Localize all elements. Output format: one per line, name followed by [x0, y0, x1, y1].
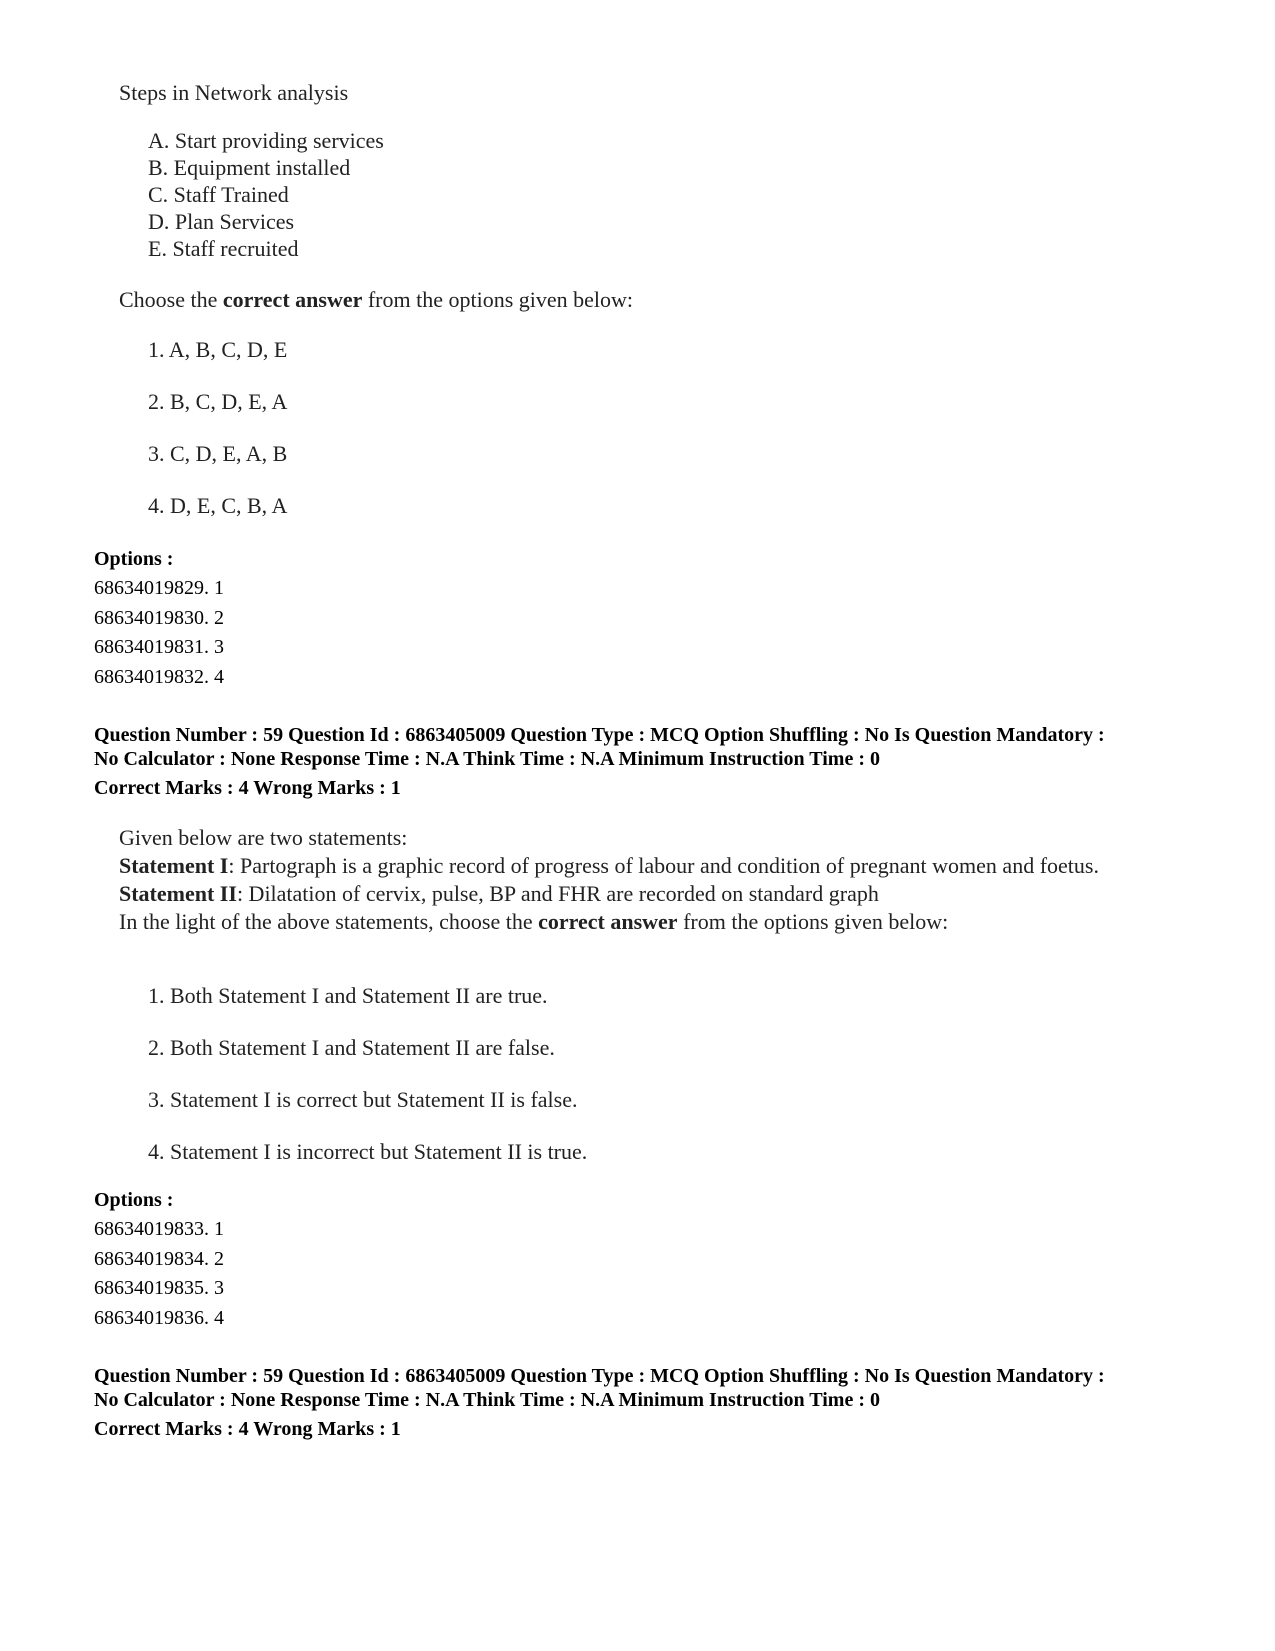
q1-options-label: Options : — [94, 548, 174, 570]
q2-choose-suffix: from the options given below: — [677, 909, 949, 934]
q2-meta-line1: Question Number : 59 Question Id : 6863405009 Question Type : MCQ Option Shuffling : No Is Question Mandatory : — [94, 724, 1105, 746]
option-code: 68634019835. 3 — [94, 1277, 224, 1299]
option-code: 68634019834. 2 — [94, 1247, 224, 1270]
q2-meta — [94, 723, 1214, 800]
q2-answer: 2. Both Statement I and Statement II are false. — [148, 1035, 555, 1060]
q1-heading-text: Steps in Network analysis — [119, 80, 349, 105]
q2-s2-label: Statement II — [119, 881, 237, 906]
q3-meta-line2: No Calculator : None Response Time : N.A Think Time : N.A Minimum Instruction Time : 0 — [94, 1389, 880, 1411]
q1-step: A. Start providing services — [148, 128, 384, 153]
option-code: 68634019836. 4 — [94, 1306, 224, 1329]
q1-answer: 3. C, D, E, A, B — [148, 441, 288, 466]
q2-choose-prefix: In the light of the above statements, choose the — [119, 909, 539, 934]
q1-choose-suffix: from the options given below: — [362, 287, 634, 312]
q1-step: B. Equipment installed — [148, 155, 351, 180]
q2-marks: Correct Marks : 4 Wrong Marks : 1 — [94, 777, 401, 799]
q1-step: E. Staff recruited — [148, 236, 299, 261]
q1-step: D. Plan Services — [148, 209, 295, 234]
q2-answer: 4. Statement I is incorrect but Statement II is true. — [148, 1139, 588, 1164]
q1-answer: 4. D, E, C, B, A — [148, 493, 288, 518]
option-code: 68634019829. 1 — [94, 577, 224, 599]
q2-answer: 3. Statement I is correct but Statement II is false. — [148, 1087, 578, 1112]
option-code: 68634019833. 1 — [94, 1218, 224, 1240]
q2-choose-bold: correct answer — [538, 909, 678, 934]
q2-statements — [119, 824, 1119, 936]
q2-options-label: Options : — [94, 1189, 174, 1211]
q2-s2-text: : Dilatation of cervix, pulse, BP and FHR are recorded on standard graph — [236, 881, 879, 906]
q1-choose-prefix: Choose the — [119, 287, 223, 312]
q2-intro: Given below are two statements: — [119, 825, 408, 850]
q1-choose-bold: correct answer — [222, 287, 363, 312]
q2-s1-label: Statement I — [119, 853, 229, 878]
q1-heading — [119, 79, 1179, 107]
q1-step: C. Staff Trained — [148, 182, 289, 207]
q1-instruction — [119, 286, 1179, 314]
q2-meta-line2: No Calculator : None Response Time : N.A Think Time : N.A Minimum Instruction Time : 0 — [94, 748, 880, 770]
q3-meta — [94, 1364, 1214, 1441]
option-code: 68634019831. 3 — [94, 636, 224, 658]
option-code: 68634019832. 4 — [94, 665, 224, 688]
q2-option-codes — [94, 1215, 224, 1333]
q1-answer: 2. B, C, D, E, A — [148, 389, 288, 414]
q2-answer: 1. Both Statement I and Statement II are true. — [148, 983, 548, 1008]
q1-answer: 1. A, B, C, D, E — [148, 337, 288, 362]
option-code: 68634019830. 2 — [94, 606, 224, 629]
q2-s1-text: : Partograph is a graphic record of progress of labour and condition of pregnant women and foetus. — [228, 853, 1099, 878]
q1-option-codes — [94, 574, 224, 692]
q3-meta-line1: Question Number : 59 Question Id : 6863405009 Question Type : MCQ Option Shuffling : No Is Question Mandatory : — [94, 1365, 1105, 1387]
q3-marks: Correct Marks : 4 Wrong Marks : 1 — [94, 1418, 401, 1440]
